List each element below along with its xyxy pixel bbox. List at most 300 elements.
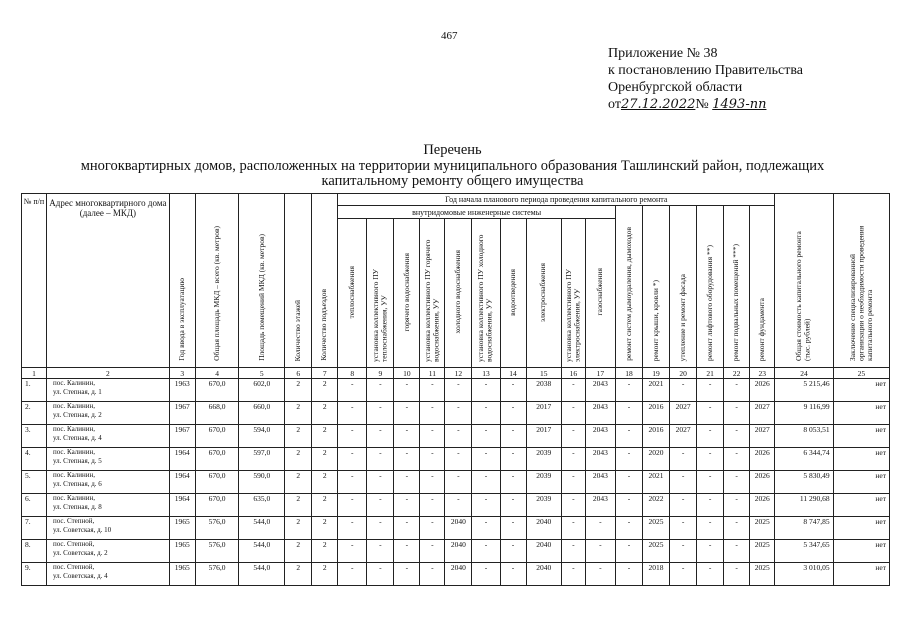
column-numbers-row [22,368,890,379]
cell-c22: - [724,517,750,540]
cell-cost: 5 215,46 [775,379,833,402]
cell-c20: - [670,471,697,494]
cell-c10: - [394,563,420,586]
cell-concl: нет [833,448,889,471]
cell-c15: 2039 [526,471,561,494]
col-number: 25 [833,368,889,379]
cell-c9: - [367,402,394,425]
col-number: 19 [643,368,670,379]
cell-c22: - [724,540,750,563]
cell-n: 9. [22,563,47,586]
cell-c11: - [420,494,445,517]
cell-total: 576,0 [195,517,239,540]
header-year-built: Год ввода в эксплуатацию [169,194,195,368]
cell-c22: - [724,425,750,448]
cell-prem: 590,0 [239,471,285,494]
cell-c15: 2040 [526,563,561,586]
cell-c11: - [420,471,445,494]
cell-c21: - [697,517,724,540]
date-prefix: от [608,97,621,112]
col-number: 13 [472,368,500,379]
cell-c10: - [394,540,420,563]
cell-address [46,563,169,586]
cell-c12: - [445,379,472,402]
cell-year: 1964 [169,494,195,517]
cell-c17: 2043 [585,425,615,448]
cell-concl: нет [833,494,889,517]
cell-year: 1965 [169,540,195,563]
cell-year: 1964 [169,471,195,494]
appendix-line-3: Оренбургской области [608,80,743,95]
cell-c17: - [585,563,615,586]
cell-concl: нет [833,563,889,586]
cell-c16: - [561,425,585,448]
cell-c8: - [338,494,367,517]
address-line-1: пос. Калинин, [52,379,95,387]
cell-n: 6. [22,494,47,517]
header-electricity: электроснабжения [526,219,561,368]
col-number: 1 [22,368,47,379]
cell-n: 4. [22,448,47,471]
cell-c19: 2018 [643,563,670,586]
cell-floors: 2 [285,471,312,494]
appendix-line-1: Приложение № 38 [608,46,718,61]
header-cost: Общая стоимость капитального ремонта (тыс. рублей) [775,194,833,368]
cell-c16: - [561,494,585,517]
col-number: 22 [724,368,750,379]
table-row [22,517,890,540]
col-number: 11 [420,368,445,379]
cell-prem: 660,0 [239,402,285,425]
cell-c14: - [500,471,526,494]
cell-concl: нет [833,379,889,402]
cell-c12: - [445,425,472,448]
cell-address [46,517,169,540]
cell-prem: 597,0 [239,448,285,471]
cell-c17: 2043 [585,402,615,425]
address-line-2: ул. Советская, д. 10 [52,526,112,534]
cell-c8: - [338,563,367,586]
col-number: 20 [670,368,697,379]
cell-c18: - [615,563,642,586]
cell-c17: - [585,540,615,563]
cell-c12: - [445,448,472,471]
cell-c11: - [420,563,445,586]
cell-c21: - [697,471,724,494]
cell-cost: 3 010,05 [775,563,833,586]
cell-c19: 2021 [643,379,670,402]
title-line-3: капитальному ремонту общего имущества [321,173,584,189]
cell-c23: 2026 [750,494,775,517]
address-line-2: ул. Степная, д. 5 [52,457,102,465]
cell-c8: - [338,425,367,448]
cell-c19: 2016 [643,402,670,425]
cell-c22: - [724,471,750,494]
cell-prem: 544,0 [239,517,285,540]
cell-c20: - [670,448,697,471]
cell-n: 7. [22,517,47,540]
cell-n: 2. [22,402,47,425]
title-line-1: Перечень [423,142,482,158]
cell-c21: - [697,379,724,402]
address-line-2: ул. Степная, д. 6 [52,480,102,488]
cell-c14: - [500,425,526,448]
address-line-2: ул. Советская, д. 4 [52,572,108,580]
cell-c22: - [724,494,750,517]
col-number: 17 [585,368,615,379]
cell-concl: нет [833,471,889,494]
address-line-2: ул. Советская, д. 2 [52,549,108,557]
cell-address [46,540,169,563]
cell-c10: - [394,517,420,540]
cell-c13: - [472,425,500,448]
page-number: 467 [441,30,458,42]
cell-cost: 8 747,85 [775,517,833,540]
cell-address [46,471,169,494]
col-number: 23 [750,368,775,379]
cell-c22: - [724,448,750,471]
cell-c10: - [394,402,420,425]
title-line-2: многоквартирных домов, расположенных на территории муниципального образования Ташлинский район, подлежащих [80,157,825,174]
cell-c13: - [472,471,500,494]
cell-c21: - [697,540,724,563]
col-number: 9 [367,368,394,379]
cell-c13: - [472,379,500,402]
cell-n: 1. [22,379,47,402]
appendix-block [608,45,803,113]
header-electricity-meter: установка коллективного ПУ электроснабжения, УУ [561,219,585,368]
cell-c16: - [561,563,585,586]
cell-c11: - [420,402,445,425]
cell-c13: - [472,494,500,517]
header-total-area: Общая площадь МКД – всего (кв. метров) [195,194,239,368]
cell-c21: - [697,494,724,517]
cell-prem: 635,0 [239,494,285,517]
header-drainage: водоотведения [500,219,526,368]
cell-c8: - [338,402,367,425]
cell-c16: - [561,402,585,425]
cell-c18: - [615,540,642,563]
cell-c12: - [445,494,472,517]
cell-c19: 2022 [643,494,670,517]
handwritten-number: 1493-пп [712,97,767,112]
header-gas: газоснабжения [585,219,615,368]
cell-c11: - [420,379,445,402]
cell-total: 670,0 [195,379,239,402]
cell-c11: - [420,517,445,540]
cell-c9: - [367,448,394,471]
col-number: 16 [561,368,585,379]
cell-c9: - [367,494,394,517]
cell-n: 3. [22,425,47,448]
cell-ent: 2 [312,494,338,517]
col-number: 7 [312,368,338,379]
cell-address [46,425,169,448]
cell-c14: - [500,402,526,425]
cell-c18: - [615,425,642,448]
header-hot-water: горячего водоснабжения [394,219,420,368]
col-number: 24 [775,368,833,379]
cell-floors: 2 [285,402,312,425]
cell-c18: - [615,517,642,540]
cell-c17: 2043 [585,471,615,494]
cell-c14: - [500,448,526,471]
cell-ent: 2 [312,402,338,425]
cell-cost: 6 344,74 [775,448,833,471]
cell-address [46,494,169,517]
cell-c9: - [367,540,394,563]
cell-year: 1964 [169,448,195,471]
header-cold-water: холодного водоснабжения [445,219,472,368]
houses-table [21,193,890,586]
cell-c15: 2040 [526,540,561,563]
address-line-2: ул. Степная, д. 2 [52,411,102,419]
cell-c15: 2039 [526,448,561,471]
cell-c23: 2027 [750,425,775,448]
address-line-2: ул. Степная, д. 1 [52,388,102,396]
cell-c23: 2025 [750,517,775,540]
cell-c9: - [367,517,394,540]
cell-prem: 594,0 [239,425,285,448]
header-num: № п/п [22,194,47,368]
col-number: 10 [394,368,420,379]
address-line-1: пос. Калинин, [52,494,95,502]
address-line-1: пос. Калинин, [52,448,95,456]
col-number: 4 [195,368,239,379]
cell-c10: - [394,425,420,448]
cell-cost: 11 290,68 [775,494,833,517]
header-smoke: ремонт систем дымоудаления, дымоходов [615,206,642,368]
cell-c11: - [420,425,445,448]
header-basement: ремонт подвальных помещений ***) [724,206,750,368]
cell-c20: 2027 [670,425,697,448]
cell-c14: - [500,379,526,402]
address-line-2: ул. Степная, д. 8 [52,503,102,511]
cell-c22: - [724,379,750,402]
cell-floors: 2 [285,425,312,448]
cell-address [46,402,169,425]
table-row [22,540,890,563]
col-number: 5 [239,368,285,379]
cell-c8: - [338,448,367,471]
cell-c11: - [420,448,445,471]
cell-c10: - [394,379,420,402]
cell-floors: 2 [285,494,312,517]
cell-floors: 2 [285,517,312,540]
header-address: Адрес многоквартирного дома (далее – МКД) [46,194,169,368]
cell-c20: - [670,563,697,586]
number-prefix: № [695,97,709,112]
cell-ent: 2 [312,540,338,563]
cell-c19: 2025 [643,540,670,563]
cell-n: 8. [22,540,47,563]
cell-c9: - [367,563,394,586]
cell-c23: 2026 [750,379,775,402]
cell-total: 668,0 [195,402,239,425]
cell-c18: - [615,494,642,517]
cell-c23: 2027 [750,402,775,425]
cell-c20: - [670,517,697,540]
cell-c14: - [500,517,526,540]
cell-ent: 2 [312,471,338,494]
cell-c17: 2043 [585,494,615,517]
cell-c12: - [445,402,472,425]
cell-c15: 2039 [526,494,561,517]
col-number: 12 [445,368,472,379]
table-row [22,471,890,494]
cell-address [46,448,169,471]
cell-c8: - [338,517,367,540]
cell-c23: 2026 [750,471,775,494]
table-row [22,563,890,586]
cell-year: 1963 [169,379,195,402]
col-number: 3 [169,368,195,379]
appendix-line-2: к постановлению Правительства [608,63,804,78]
cell-total: 670,0 [195,448,239,471]
cell-concl: нет [833,402,889,425]
cell-n: 5. [22,471,47,494]
cell-total: 576,0 [195,540,239,563]
cell-c18: - [615,471,642,494]
address-line-1: пос. Калинин, [52,471,95,479]
cell-ent: 2 [312,517,338,540]
cell-c19: 2025 [643,517,670,540]
col-number: 14 [500,368,526,379]
cell-year: 1965 [169,563,195,586]
header-heat-meter: установка коллективного ПУ теплоснабжения, УУ [367,219,394,368]
cell-c19: 2016 [643,425,670,448]
col-number: 8 [338,368,367,379]
cell-prem: 602,0 [239,379,285,402]
header-heat: теплоснабжения [338,219,367,368]
cell-c21: - [697,425,724,448]
header-elevator: ремонт лифтового оборудования **) [697,206,724,368]
cell-c23: 2025 [750,563,775,586]
cell-c13: - [472,448,500,471]
cell-c12: 2040 [445,517,472,540]
address-line-1: пос. Калинин, [52,402,95,410]
cell-prem: 544,0 [239,563,285,586]
cell-c12: 2040 [445,563,472,586]
cell-ent: 2 [312,448,338,471]
cell-total: 576,0 [195,563,239,586]
cell-ent: 2 [312,563,338,586]
cell-c19: 2020 [643,448,670,471]
address-line-1: пос. Степной, [52,563,95,571]
address-line-1: пос. Степной, [52,517,95,525]
cell-c14: - [500,494,526,517]
cell-cost: 5 347,65 [775,540,833,563]
cell-concl: нет [833,517,889,540]
table-row [22,448,890,471]
cell-c11: - [420,540,445,563]
cell-ent: 2 [312,425,338,448]
col-number: 21 [697,368,724,379]
cell-total: 670,0 [195,471,239,494]
table-row [22,402,890,425]
handwritten-date: 27.12.2022 [620,97,696,112]
cell-total: 670,0 [195,425,239,448]
cell-c8: - [338,379,367,402]
cell-c19: 2021 [643,471,670,494]
cell-concl: нет [833,425,889,448]
cell-c17: 2043 [585,379,615,402]
cell-c10: - [394,494,420,517]
cell-ent: 2 [312,379,338,402]
cell-floors: 2 [285,563,312,586]
cell-c21: - [697,448,724,471]
cell-c18: - [615,448,642,471]
cell-c15: 2017 [526,425,561,448]
cell-c9: - [367,379,394,402]
cell-address [46,379,169,402]
cell-c18: - [615,402,642,425]
header-floors: Количество этажей [285,194,312,368]
cell-c12: - [445,471,472,494]
col-number: 15 [526,368,561,379]
cell-c20: - [670,540,697,563]
cell-c9: - [367,471,394,494]
appendix-date-line [608,96,803,113]
cell-c15: 2038 [526,379,561,402]
col-number: 6 [285,368,312,379]
cell-year: 1965 [169,517,195,540]
cell-c16: - [561,379,585,402]
document-title [0,143,905,190]
cell-c23: 2026 [750,448,775,471]
cell-c8: - [338,471,367,494]
header-foundation: ремонт фундамента [750,206,775,368]
cell-c10: - [394,471,420,494]
header-conclusion: Заключение специализированной организации о необходимости проведения капитального ремонта [833,194,889,368]
col-number: 18 [615,368,642,379]
cell-c21: - [697,402,724,425]
cell-cost: 5 830,49 [775,471,833,494]
cell-floors: 2 [285,540,312,563]
header-premises-area: Площадь помещений МКД (кв. метров) [239,194,285,368]
header-cold-water-meter: установка коллективного ПУ холодного водоснабжения, УУ [472,219,500,368]
cell-c15: 2040 [526,517,561,540]
cell-c21: - [697,563,724,586]
cell-c13: - [472,402,500,425]
cell-c14: - [500,540,526,563]
cell-cost: 8 053,51 [775,425,833,448]
table-row [22,379,890,402]
cell-floors: 2 [285,379,312,402]
cell-c10: - [394,448,420,471]
cell-c16: - [561,540,585,563]
table-row [22,494,890,517]
cell-c9: - [367,425,394,448]
address-line-1: пос. Калинин, [52,425,95,433]
table-row [22,425,890,448]
cell-c12: 2040 [445,540,472,563]
header-group: Год начала планового периода проведения капитального ремонта [338,194,775,206]
cell-floors: 2 [285,448,312,471]
header-entrances: Количество подъездов [312,194,338,368]
cell-total: 670,0 [195,494,239,517]
header-hot-water-meter: установка коллективного ПУ горячего водоснабжения, УУ [420,219,445,368]
cell-cost: 9 116,99 [775,402,833,425]
cell-prem: 544,0 [239,540,285,563]
cell-c20: - [670,379,697,402]
cell-c13: - [472,517,500,540]
cell-c17: 2043 [585,448,615,471]
cell-c16: - [561,517,585,540]
cell-c20: - [670,494,697,517]
address-line-1: пос. Степной, [52,540,95,548]
cell-c22: - [724,402,750,425]
